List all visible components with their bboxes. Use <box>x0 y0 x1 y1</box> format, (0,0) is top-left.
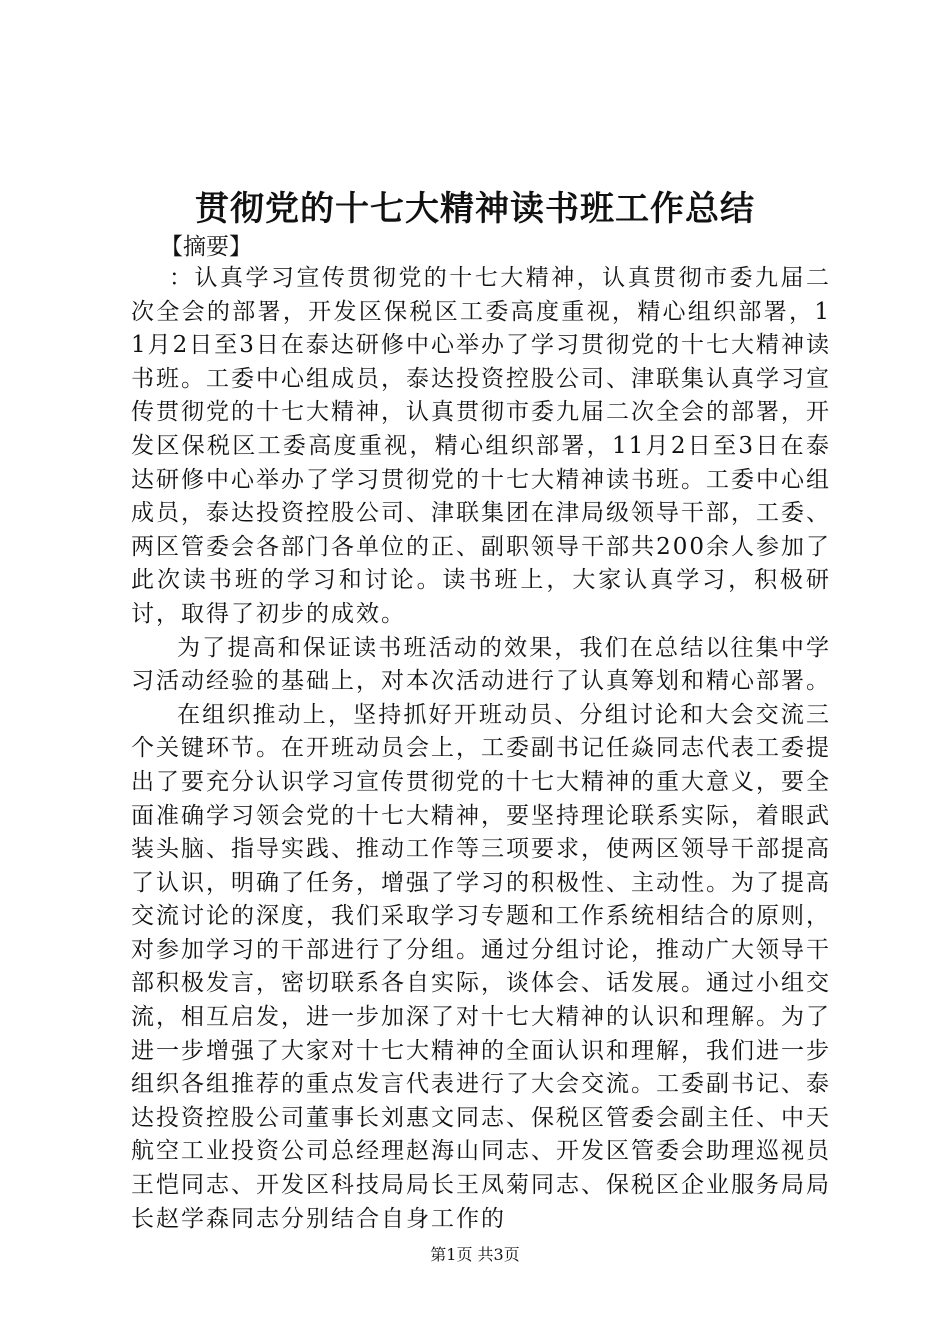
abstract-label: 【摘要】 <box>160 234 252 260</box>
document-body <box>131 262 831 1236</box>
paragraph-preparation: 为了提高和保证读书班活动的效果，我们在总结以往集中学习活动经验的基础上，对本次活动进行了认真筹划和精心部署。 <box>131 634 831 695</box>
paragraph-organization: 在组织推动上，坚持抓好开班动员、分组讨论和大会交流三个关键环节。在开班动员会上，工委副书记任焱同志代表工委提出了要充分认识学习宣传贯彻党的十七大精神的重大意义，要全面准确学习领会党的十七大精神，要坚持理论联系实际，着眼武装头脑、指导实践、推动工作等三项要求，使两区领导干部提高了认识，明确了任务，增强了学习的积极性、主动性。为了提高交流讨论的深度，我们采取学习专题和工作系统相结合的原则，对参加学习的干部进行了分组。通过分组讨论，推动广大领导干部积极发言，密切联系各自实际，谈体会、话发展。通过小组交流，相互启发，进一步加深了对十七大精神的认识和理解。为了进一步增强了大家对十七大精神的全面认识和理解，我们进一步组织各组推荐的重点发言代表进行了大会交流。工委副书记、泰达投资控股公司董事长刘惠文同志、保税区管委会副主任、中天航空工业投资公司总经理赵海山同志、开发区管委会助理巡视员王恺同志、开发区科技局局长王凤菊同志、保税区企业服务局局长赵学森同志分别结合自身工作的 <box>131 701 831 1232</box>
paragraph-abstract: ：认真学习宣传贯彻党的十七大精神，认真贯彻市委九届二次全会的部署，开发区保税区工委高度重视，精心组织部署，11月2日至3日在泰达研修中心举办了学习贯彻党的十七大精神读书班。工委中心组成员，泰达投资控股公司、津联集认真学习宣传贯彻党的十七大精神，认真贯彻市委九届二次全会的部署，开发区保税区工委高度重视，精心组织部署，11月2日至3日在泰达研修中心举办了学习贯彻党的十七大精神读书班。工委中心组成员，泰达投资控股公司、津联集团在津局级领导干部，工委、两区管委会各部门各单位的正、副职领导干部共200余人参加了此次读书班的学习和讨论。读书班上，大家认真学习，积极研讨，取得了初步的成效。 <box>131 265 831 627</box>
document-title: 贯彻党的十七大精神读书班工作总结 <box>195 189 755 229</box>
page-footer: 第1页 共3页 <box>430 1245 520 1264</box>
